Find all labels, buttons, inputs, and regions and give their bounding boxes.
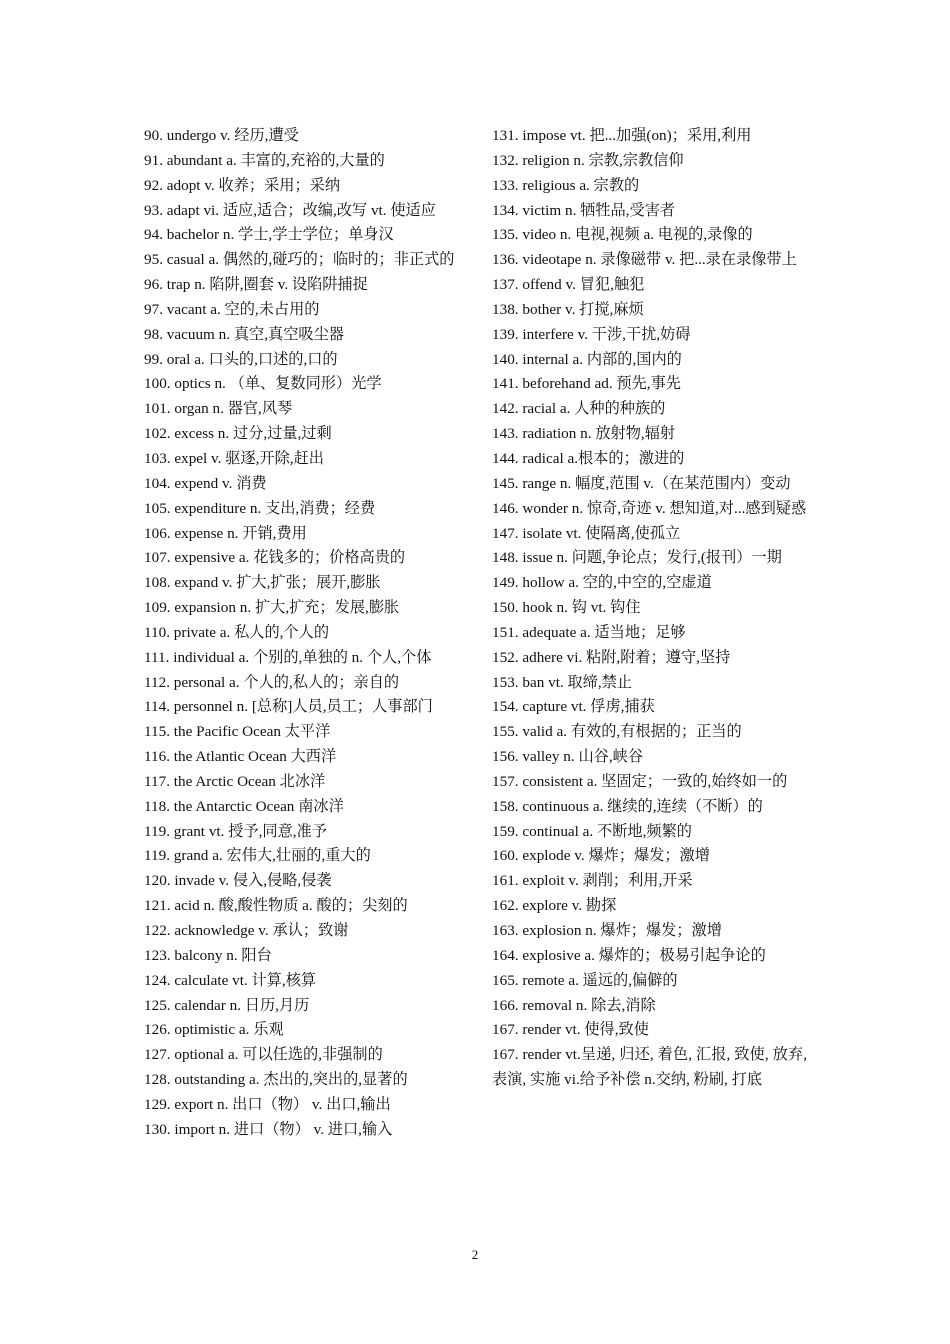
vocab-entry: 103. expel v. 驱逐,开除,赶出 — [144, 449, 324, 467]
vocab-entry: 136. videotape n. 录像磁带 v. 把...录在录像带上 — [492, 251, 797, 269]
vocab-entry: 123. balcony n. 阳台 — [144, 946, 272, 964]
vocab-entry: 110. private a. 私人的,个人的 — [144, 623, 330, 641]
vocab-entry: 99. oral a. 口头的,口述的,口的 — [144, 350, 338, 368]
vocab-entry: 120. invade v. 侵入,侵略,侵袭 — [144, 872, 332, 890]
vocab-entry: 167. render vt.呈递, 归还, 着色, 汇报, 致使, 放弃, 表演, 实施 vi.给予补偿 n.交纳, 粉刷, 打底 — [492, 1046, 807, 1089]
vocab-entry: 104. expend v. 消费 — [144, 474, 267, 492]
vocab-entry: 164. explosive a. 爆炸的；极易引起争论的 — [492, 946, 766, 964]
vocab-entry: 96. trap n. 陷阱,圈套 v. 设陷阱捕捉 — [144, 276, 368, 294]
vocab-entry: 134. victim n. 牺牲品,受害者 — [492, 201, 676, 219]
vocab-entry: 153. ban vt. 取缔,禁止 — [492, 673, 633, 691]
vocab-entry: 93. adapt vi. 适应,适合；改编,改写 vt. 使适应 — [144, 201, 436, 219]
vocab-entry: 130. import n. 进口（物） v. 进口,输入 — [144, 1120, 393, 1138]
vocab-entry: 149. hollow a. 空的,中空的,空虚道 — [492, 574, 712, 592]
vocab-entry: 144. radical a.根本的；激进的 — [492, 449, 685, 467]
vocab-entry: 131. impose vt. 把...加强(on)；采用,利用 — [492, 127, 752, 144]
vocab-entry: 111. individual a. 个别的,单独的 n. 个人,个体 — [144, 648, 432, 666]
vocab-entry: 115. the Pacific Ocean 太平洋 — [144, 723, 331, 741]
vocab-entry: 142. racial a. 人种的种族的 — [492, 400, 666, 418]
vocab-entry: 101. organ n. 器官,风琴 — [144, 400, 293, 418]
vocab-entry: 122. acknowledge v. 承认；致谢 — [144, 922, 349, 939]
vocab-entry: 138. bother v. 打搅,麻烦 — [492, 300, 644, 318]
vocab-entry: 132. religion n. 宗教,宗教信仰 — [492, 151, 684, 169]
vocab-entry: 106. expense n. 开销,费用 — [144, 524, 307, 542]
vocab-entry: 152. adhere vi. 粘附,附着；遵守,坚持 — [492, 648, 731, 666]
vocab-entry: 125. calendar n. 日历,月历 — [144, 996, 310, 1014]
vocab-entry: 137. offend v. 冒犯,触犯 — [492, 276, 645, 294]
vocab-entry: 100. optics n. （单、复数同形）光学 — [144, 375, 382, 393]
right-column — [492, 124, 807, 1093]
vocab-entry: 156. valley n. 山谷,峡谷 — [492, 748, 644, 766]
vocab-entry: 97. vacant a. 空的,未占用的 — [144, 300, 320, 318]
vocab-entry: 143. radiation n. 放射物,辐射 — [492, 425, 676, 443]
vocab-entry: 128. outstanding a. 杰出的,突出的,显著的 — [144, 1071, 408, 1089]
vocab-entry: 91. abundant a. 丰富的,充裕的,大量的 — [144, 151, 385, 169]
vocab-entry: 146. wonder n. 惊奇,奇迹 v. 想知道,对...感到疑惑 — [492, 499, 807, 517]
vocab-entry: 150. hook n. 钩 vt. 钩住 — [492, 599, 641, 617]
vocab-entry: 159. continual a. 不断地,频繁的 — [492, 822, 692, 840]
vocab-entry: 157. consistent a. 坚固定；一致的,始终如一的 — [492, 772, 788, 790]
vocab-entry: 124. calculate vt. 计算,核算 — [144, 971, 317, 989]
vocab-entry: 135. video n. 电视,视频 a. 电视的,录像的 — [492, 226, 753, 244]
vocab-entry: 112. personal a. 个人的,私人的；亲自的 — [144, 673, 400, 691]
vocab-entry: 98. vacuum n. 真空,真空吸尘器 — [144, 325, 344, 343]
vocab-entry: 139. interfere v. 干涉,干扰,妨碍 — [492, 325, 691, 343]
vocab-entry: 166. removal n. 除去,消除 — [492, 996, 656, 1014]
vocab-entry: 145. range n. 幅度,范围 v.（在某范围内）变动 — [492, 474, 791, 492]
vocab-entry: 167. render vt. 使得,致使 — [492, 1021, 649, 1039]
vocab-entry: 155. valid a. 有效的,有根据的；正当的 — [492, 723, 742, 741]
left-column — [144, 124, 460, 1143]
vocab-entry: 119. grant vt. 授予,同意,准予 — [144, 822, 327, 840]
vocab-entry: 141. beforehand ad. 预先,事先 — [492, 375, 681, 393]
vocab-entry: 127. optional a. 可以任选的,非强制的 — [144, 1046, 383, 1064]
vocab-entry: 119. grand a. 宏伟大,壮丽的,重大的 — [144, 847, 371, 865]
vocab-entry: 118. the Antarctic Ocean 南冰洋 — [144, 797, 344, 815]
vocab-entry: 148. issue n. 问题,争论点；发行,(报刊）一期 — [492, 549, 782, 567]
vocab-entry: 116. the Atlantic Ocean 大西洋 — [144, 748, 337, 766]
page-number: 2 — [471, 1247, 479, 1262]
vocab-entry: 161. exploit v. 剥削；利用,开采 — [492, 872, 693, 890]
vocab-entry: 165. remote a. 遥远的,偏僻的 — [492, 971, 678, 989]
vocab-entry: 133. religious a. 宗教的 — [492, 176, 640, 194]
vocab-entry: 151. adequate a. 适当地；足够 — [492, 623, 686, 641]
vocab-entry: 114. personnel n. [总称]人员,员工；人事部门 — [144, 698, 433, 716]
vocab-entry: 105. expenditure n. 支出,消费；经费 — [144, 499, 376, 517]
vocab-entry: 162. explore v. 勘探 — [492, 897, 617, 915]
vocab-entry: 92. adopt v. 收养；采用；采纳 — [144, 176, 341, 194]
vocab-entry: 154. capture vt. 俘虏,捕获 — [492, 698, 655, 716]
vocab-entry: 126. optimistic a. 乐观 — [144, 1021, 284, 1039]
vocab-entry: 90. undergo v. 经历,遭受 — [144, 127, 299, 144]
vocab-entry: 107. expensive a. 花钱多的；价格高贵的 — [144, 549, 406, 567]
vocab-entry: 129. export n. 出口（物） v. 出口,输出 — [144, 1095, 391, 1113]
vocab-entry: 140. internal a. 内部的,国内的 — [492, 350, 682, 368]
vocab-entry: 121. acid n. 酸,酸性物质 a. 酸的；尖刻的 — [144, 897, 408, 915]
vocab-entry: 102. excess n. 过分,过量,过剩 — [144, 425, 332, 443]
vocab-entry: 109. expansion n. 扩大,扩充；发展,膨胀 — [144, 599, 400, 617]
vocab-entry: 147. isolate vt. 使隔离,使孤立 — [492, 524, 681, 542]
vocab-entry: 94. bachelor n. 学士,学士学位；单身汉 — [144, 226, 394, 244]
vocab-entry: 158. continuous a. 继续的,连续（不断）的 — [492, 797, 763, 815]
vocab-entry: 108. expand v. 扩大,扩张；展开,膨胀 — [144, 574, 381, 592]
vocab-entry: 117. the Arctic Ocean 北冰洋 — [144, 772, 326, 790]
vocab-entry: 95. casual a. 偶然的,碰巧的；临时的；非正式的 — [144, 251, 455, 269]
vocab-entry: 163. explosion n. 爆炸；爆发；激增 — [492, 922, 722, 939]
vocab-entry: 160. explode v. 爆炸；爆发；激增 — [492, 847, 710, 865]
